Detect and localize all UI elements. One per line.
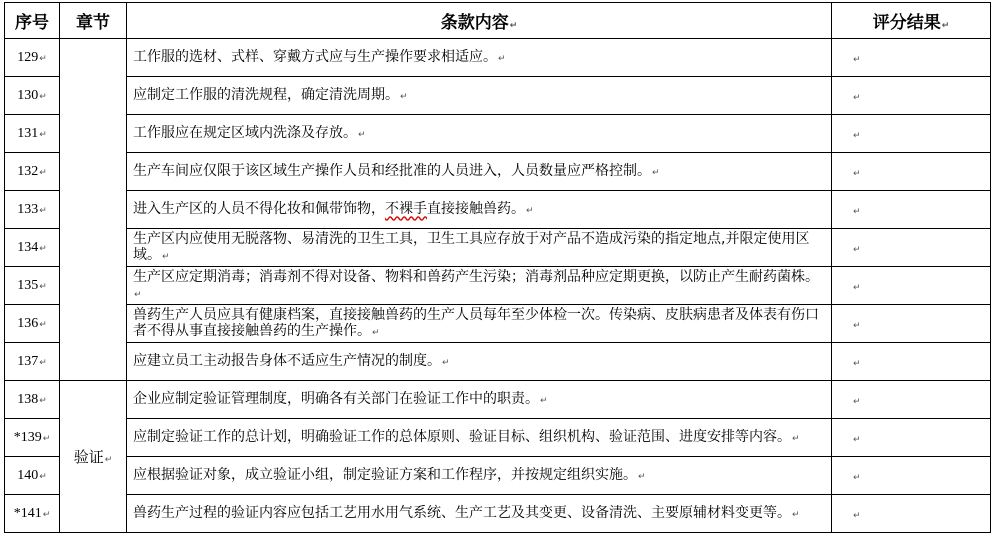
score-cell[interactable]: ↵ (832, 229, 991, 267)
table-row (5, 115, 991, 153)
table-row (5, 343, 991, 381)
clause-text: 工作服的选材、式样、穿戴方式应与生产操作要求相适应。↵ (127, 39, 832, 77)
clause-text: 生产车间应仅限于该区域生产操作人员和经批准的人员进入，人员数量应严格控制。↵ (127, 153, 832, 191)
row-number: 134↵ (5, 229, 60, 267)
score-cell[interactable]: ↵ (832, 343, 991, 381)
chapter-cell-personnel (60, 39, 127, 381)
score-cell[interactable]: ↵ (832, 191, 991, 229)
header-row (5, 3, 991, 39)
header-seq: 序号 (5, 3, 60, 39)
spellcheck-underline: 不裸手 (385, 200, 427, 217)
row-number: 136↵ (5, 305, 60, 343)
score-cell[interactable]: ↵ (832, 381, 991, 419)
score-cell[interactable]: ↵ (832, 419, 991, 457)
row-number: *141↵ (5, 495, 60, 533)
row-number: 138↵ (5, 381, 60, 419)
row-number: 131↵ (5, 115, 60, 153)
score-cell[interactable]: ↵ (832, 39, 991, 77)
row-number: 129↵ (5, 39, 60, 77)
table-row (5, 77, 991, 115)
table-row (5, 191, 991, 229)
table-row (5, 419, 991, 457)
score-cell[interactable]: ↵ (832, 153, 991, 191)
row-number: *139↵ (5, 419, 60, 457)
table-row (5, 267, 991, 305)
table-row (5, 305, 991, 343)
clause-text: 生产区应定期消毒；消毒剂不得对设备、物料和兽药产生污染；消毒剂品种应定期更换，以防止产生耐药菌株。↵ (127, 267, 832, 305)
clause-text: 进入生产区的人员不得化妆和佩带饰物，不裸手直接接触兽药。↵ (127, 191, 832, 229)
score-cell[interactable]: ↵ (832, 115, 991, 153)
table-row (5, 457, 991, 495)
clause-text: 企业应制定验证管理制度，明确各有关部门在验证工作中的职责。↵ (127, 381, 832, 419)
clause-text: 兽药生产人员应具有健康档案，直接接触兽药的生产人员每年至少体检一次。传染病、皮肤病患者及体表有伤口者不得从事直接接触兽药的生产操作。↵ (127, 305, 832, 343)
row-number: 140↵ (5, 457, 60, 495)
row-number: 137↵ (5, 343, 60, 381)
row-number: 130↵ (5, 77, 60, 115)
table-row (5, 381, 991, 419)
score-cell[interactable]: ↵ (832, 267, 991, 305)
score-cell[interactable]: ↵ (832, 77, 991, 115)
clause-text: 应制定工作服的清洗规程，确定清洗周期。↵ (127, 77, 832, 115)
score-cell[interactable]: ↵ (832, 305, 991, 343)
row-number: 132↵ (5, 153, 60, 191)
clause-text: 工作服应在规定区域内洗涤及存放。↵ (127, 115, 832, 153)
header-content: 条款内容↵ (127, 3, 832, 39)
header-chapter: 章节 (60, 3, 127, 39)
row-number: 133↵ (5, 191, 60, 229)
clause-table (4, 2, 991, 533)
chapter-cell-validation: 验证↵ (60, 381, 127, 533)
score-cell[interactable]: ↵ (832, 457, 991, 495)
clause-text: 应制定验证工作的总计划，明确验证工作的总体原则、验证目标、组织机构、验证范围、进度安排等内容。↵ (127, 419, 832, 457)
row-number: 135↵ (5, 267, 60, 305)
clause-text: 应根据验证对象，成立验证小组，制定验证方案和工作程序，并按规定组织实施。↵ (127, 457, 832, 495)
clause-text: 应建立员工主动报告身体不适应生产情况的制度。↵ (127, 343, 832, 381)
table-row (5, 39, 991, 77)
score-cell[interactable]: ↵ (832, 495, 991, 533)
table-row (5, 229, 991, 267)
clause-text: 生产区内应使用无脱落物、易清洗的卫生工具，卫生工具应存放于对产品不造成污染的指定地点,并限定使用区域。↵ (127, 229, 832, 267)
table-row (5, 495, 991, 533)
header-score: 评分结果↵ (832, 3, 991, 39)
clause-text: 兽药生产过程的验证内容应包括工艺用水用气系统、生产工艺及其变更、设备清洗、主要原辅材料变更等。↵ (127, 495, 832, 533)
table-row (5, 153, 991, 191)
